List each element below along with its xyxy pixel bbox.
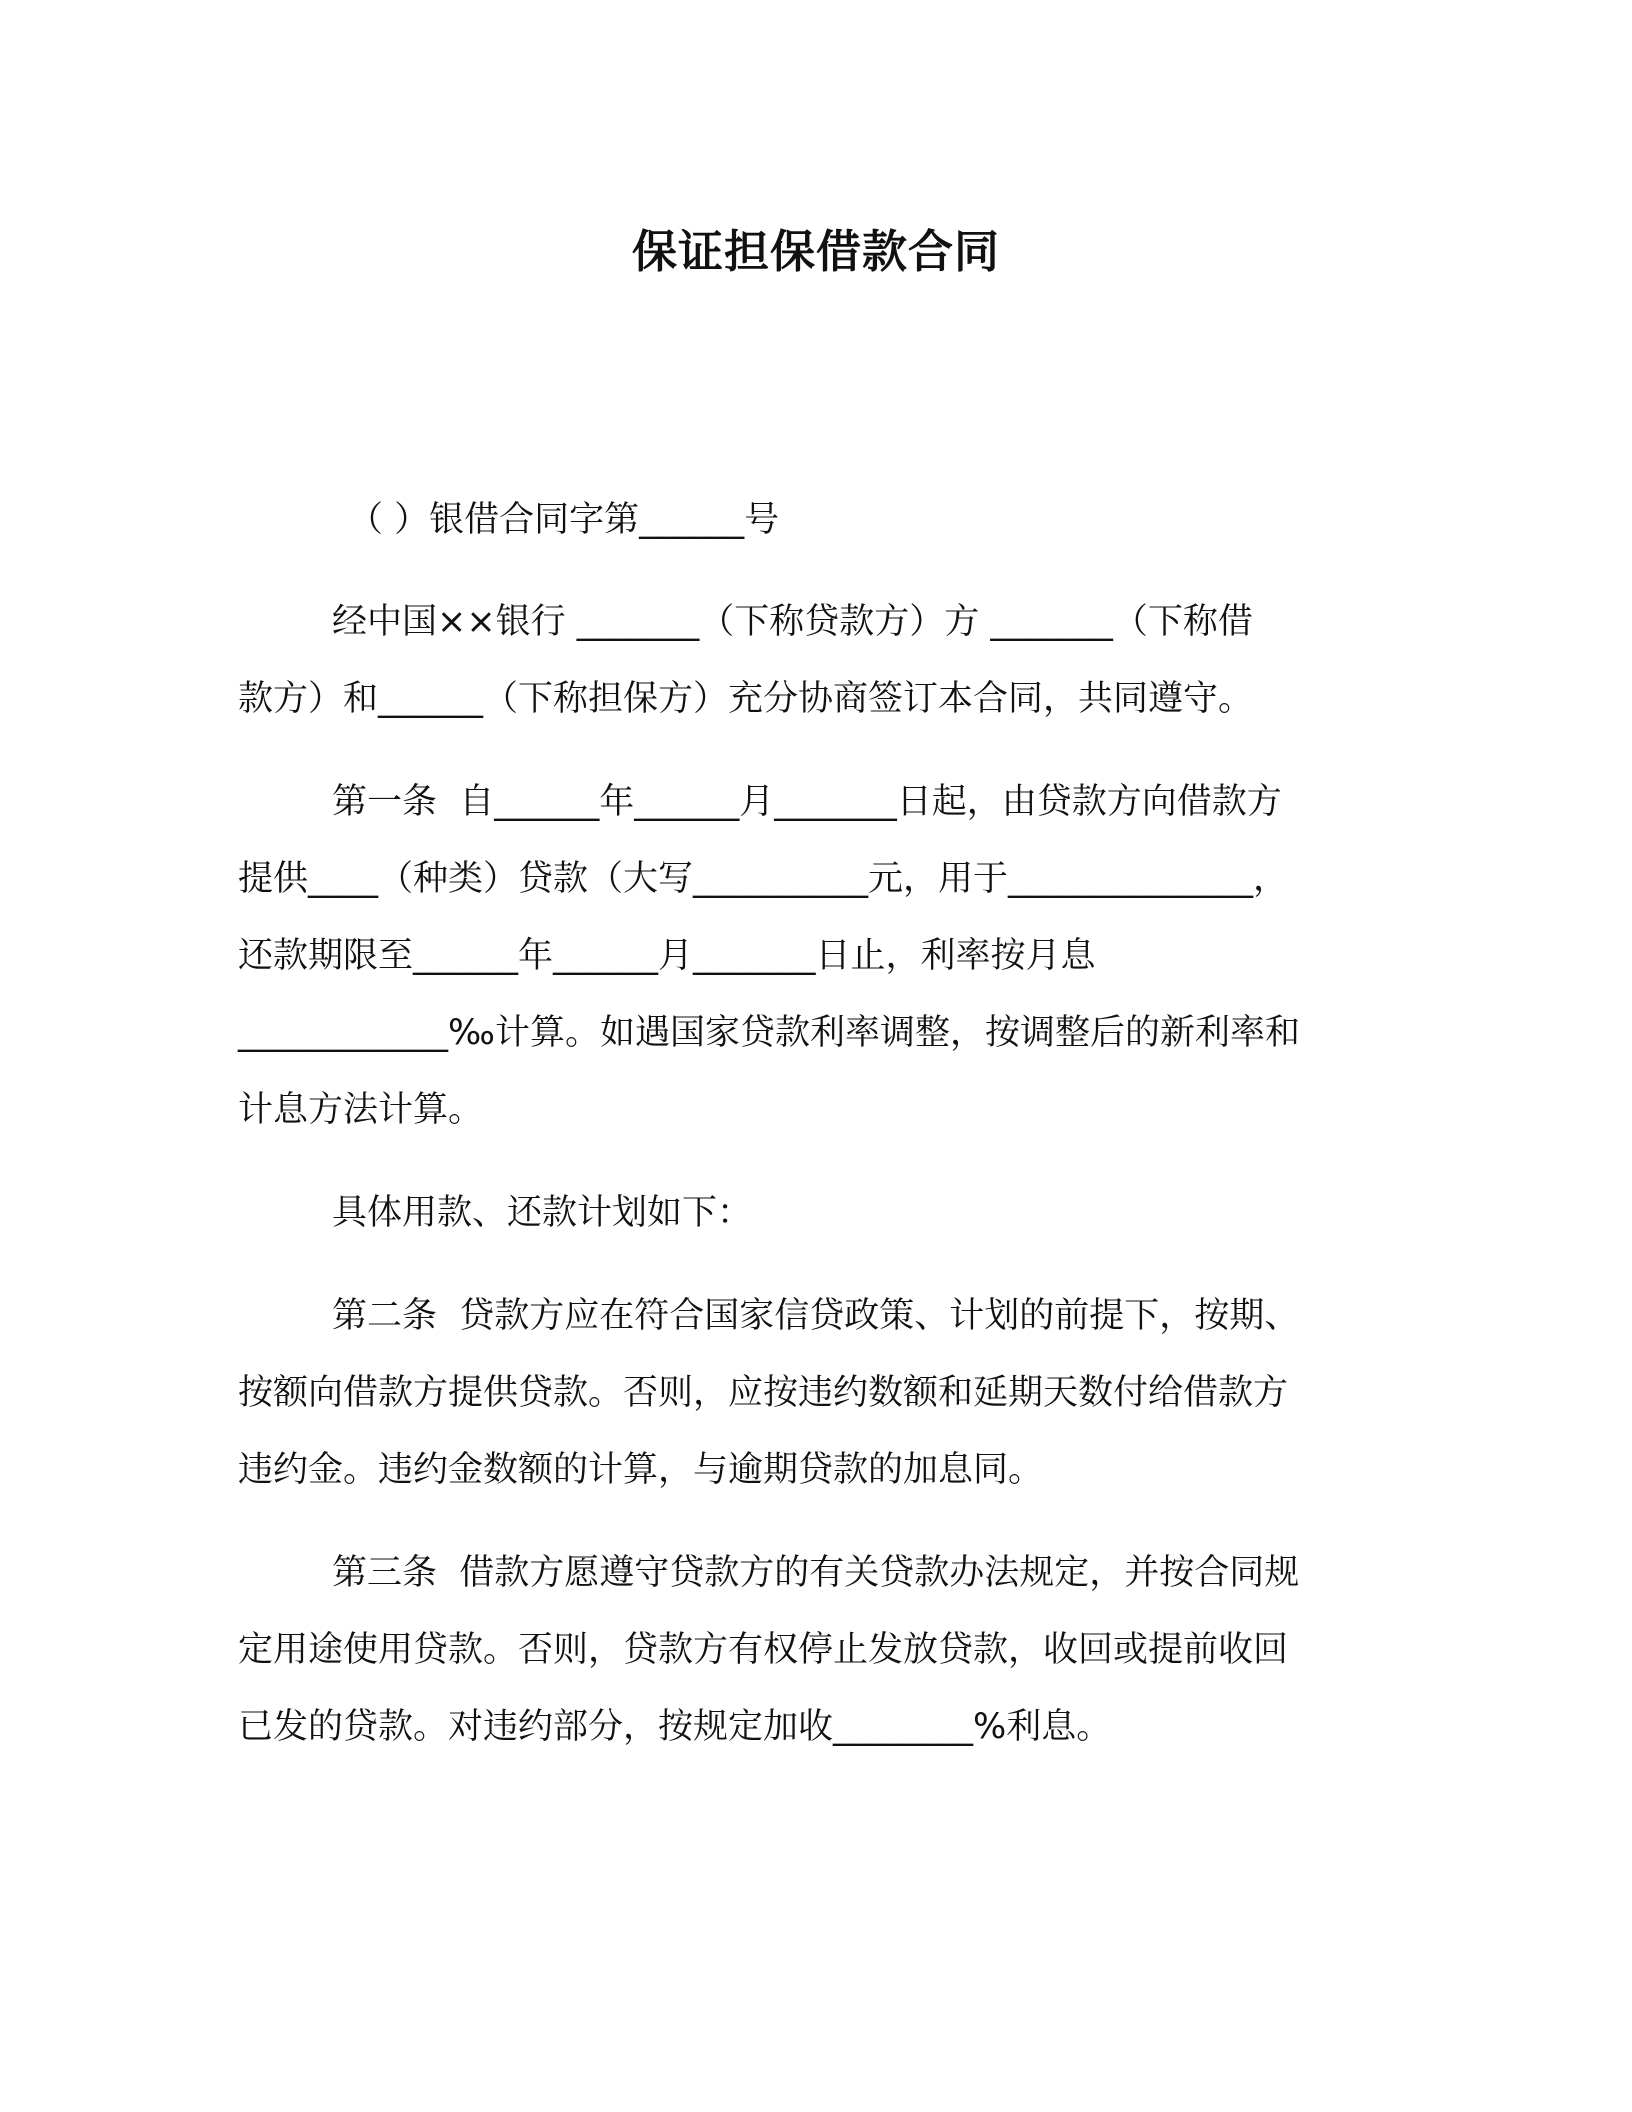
contract-number-line: （ ）银借合同字第______号 bbox=[348, 500, 780, 540]
article-3-line-1: 第三条 借款方愿遵守贷款方的有关贷款办法规定，并按合同规 bbox=[332, 1553, 1300, 1593]
article-1-line-5: 计息方法计算。 bbox=[238, 1090, 484, 1130]
document-title: 保证担保借款合同 bbox=[631, 225, 1000, 278]
article-3-line-3: 已发的贷款。对违约部分，按规定加收________%利息。 bbox=[238, 1707, 1112, 1747]
article-1-line-3: 还款期限至______年______月_______日止，利率按月息 bbox=[238, 936, 1096, 976]
plan-line: 具体用款、还款计划如下： bbox=[332, 1193, 753, 1233]
article-2-line-3: 违约金。违约金数额的计算，与逾期贷款的加息同。 bbox=[238, 1450, 1044, 1490]
article-2-line-2: 按额向借款方提供贷款。否则，应按违约数额和延期天数付给借款方 bbox=[238, 1373, 1289, 1413]
preamble-line-1: 经中国××银行 _______（下称贷款方）方 _______（下称借 bbox=[332, 602, 1253, 642]
article-3-line-2: 定用途使用贷款。否则，贷款方有权停止发放贷款，收回或提前收回 bbox=[238, 1630, 1289, 1670]
article-1-line-1: 第一条 自______年______月_______日起，由贷款方向借款方 bbox=[332, 782, 1282, 822]
article-2-line-1: 第二条 贷款方应在符合国家信贷政策、计划的前提下，按期、 bbox=[332, 1296, 1300, 1336]
preamble-line-2: 款方）和______（下称担保方）充分协商签订本合同，共同遵守。 bbox=[238, 679, 1254, 719]
article-1-line-4: ____________‰计算。如遇国家贷款利率调整，按调整后的新利率和 bbox=[238, 1013, 1300, 1053]
article-1-line-2: 提供____（种类）贷款（大写__________元，用于______________， bbox=[238, 859, 1289, 899]
